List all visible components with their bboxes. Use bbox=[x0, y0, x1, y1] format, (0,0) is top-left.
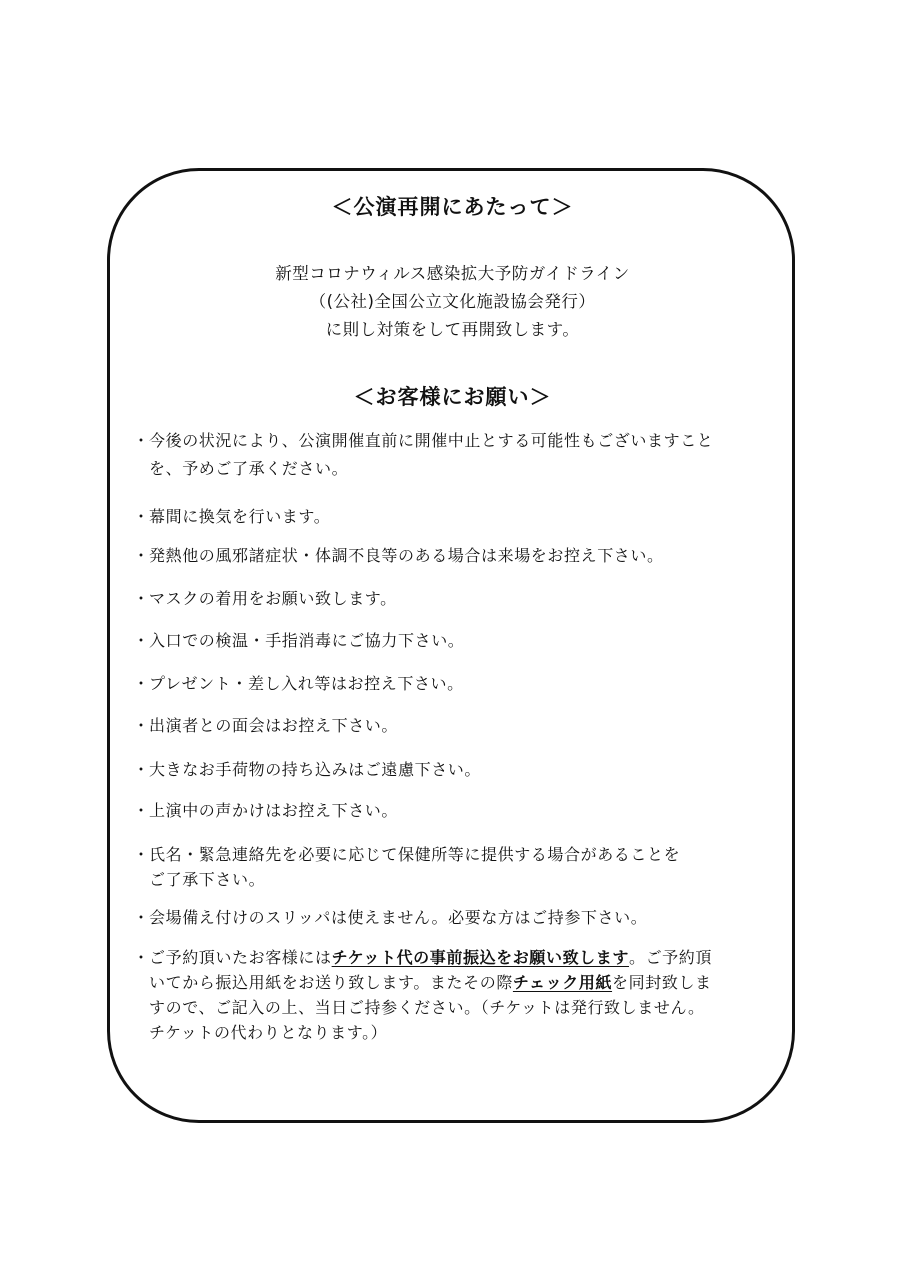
bullet: ・ bbox=[133, 845, 150, 864]
bullet: ・ bbox=[133, 589, 150, 608]
notice-text: 上演中の声かけはお控え下さい。 bbox=[149, 801, 399, 820]
notice-text-line bbox=[149, 945, 793, 970]
bullet: ・ bbox=[133, 431, 150, 450]
notice-text-part: ご予約頂いたお客様には bbox=[149, 948, 332, 967]
notice-item-prepayment bbox=[133, 945, 793, 1045]
bullet: ・ bbox=[133, 507, 150, 526]
intro-line-2: （(公社)全国公立文化施設協会発行） bbox=[309, 292, 596, 311]
bullet: ・ bbox=[133, 908, 150, 927]
notice-item-contact-info bbox=[133, 842, 793, 892]
notice-item-ventilation bbox=[133, 504, 793, 529]
notice-text-line: チケットの代わりとなります。） bbox=[149, 1023, 388, 1042]
bullet: ・ bbox=[133, 674, 150, 693]
notice-text: 入口での検温・手指消毒にご協力下さい。 bbox=[149, 631, 465, 650]
notice-text: プレゼント・差し入れ等はお控え下さい。 bbox=[149, 674, 464, 693]
notice-text: 大きなお手荷物の持ち込みはご遠慮下さい。 bbox=[149, 760, 482, 779]
notice-item-luggage bbox=[133, 757, 793, 782]
notice-text-part: を同封致しま bbox=[612, 973, 712, 992]
notice-text-line: 氏名・緊急連絡先を必要に応じて保健所等に提供する場合があることを bbox=[149, 845, 681, 864]
notice-text: 出演者との面会はお控え下さい。 bbox=[149, 716, 399, 735]
notice-item-cancellation bbox=[133, 428, 793, 481]
notice-item-cheering bbox=[133, 798, 793, 823]
notice-item-temperature bbox=[133, 628, 793, 653]
prepayment-emphasis: チケット代の事前振込をお願い致します bbox=[331, 948, 629, 967]
check-sheet-emphasis: チェック用紙 bbox=[512, 973, 613, 992]
notice-text: マスクの着用をお願い致します。 bbox=[149, 589, 397, 608]
bullet: ・ bbox=[133, 760, 150, 779]
bullet: ・ bbox=[133, 546, 150, 565]
notice-text: 幕間に換気を行います。 bbox=[149, 507, 331, 526]
reopen-heading: ＜公演再開にあたって＞ bbox=[331, 195, 574, 219]
notice-text-line: を、予めご了承ください。 bbox=[149, 459, 349, 478]
notice-text-line: 今後の状況により、公演開催直前に開催中止とする可能性もございますこと bbox=[149, 431, 714, 450]
intro-line-1: 新型コロナウィルス感染拡大予防ガイドライン bbox=[275, 264, 630, 283]
request-heading: ＜お客様にお願い＞ bbox=[353, 385, 552, 409]
notice-text-part: いてから振込用紙をお送り致します。またその際 bbox=[149, 973, 513, 992]
notice-text: 会場備え付けのスリッパは使えません。必要な方はご持参下さい。 bbox=[149, 908, 648, 927]
notice-text-part: 。ご予約頂 bbox=[628, 948, 712, 967]
intro-line-3: に則し対策をして再開致します。 bbox=[325, 320, 580, 339]
notice-item-gifts bbox=[133, 671, 793, 696]
notice-item-slippers bbox=[133, 905, 793, 930]
notice-item-meeting bbox=[133, 713, 793, 738]
bullet: ・ bbox=[133, 948, 150, 967]
bullet: ・ bbox=[133, 716, 150, 735]
bullet: ・ bbox=[133, 631, 150, 650]
notice-text-line: ご了承下さい。 bbox=[149, 870, 266, 889]
bullet: ・ bbox=[133, 801, 150, 820]
notice-text-line bbox=[149, 970, 793, 995]
notice-text: 発熱他の風邪諸症状・体調不良等のある場合は来場をお控え下さい。 bbox=[149, 546, 664, 565]
notice-item-illness bbox=[133, 543, 793, 568]
notice-text-line: すので、ご記入の上、当日ご持参ください。（チケットは発行致しません。 bbox=[149, 998, 705, 1017]
guideline-intro bbox=[0, 260, 905, 344]
notice-item-mask bbox=[133, 586, 793, 611]
